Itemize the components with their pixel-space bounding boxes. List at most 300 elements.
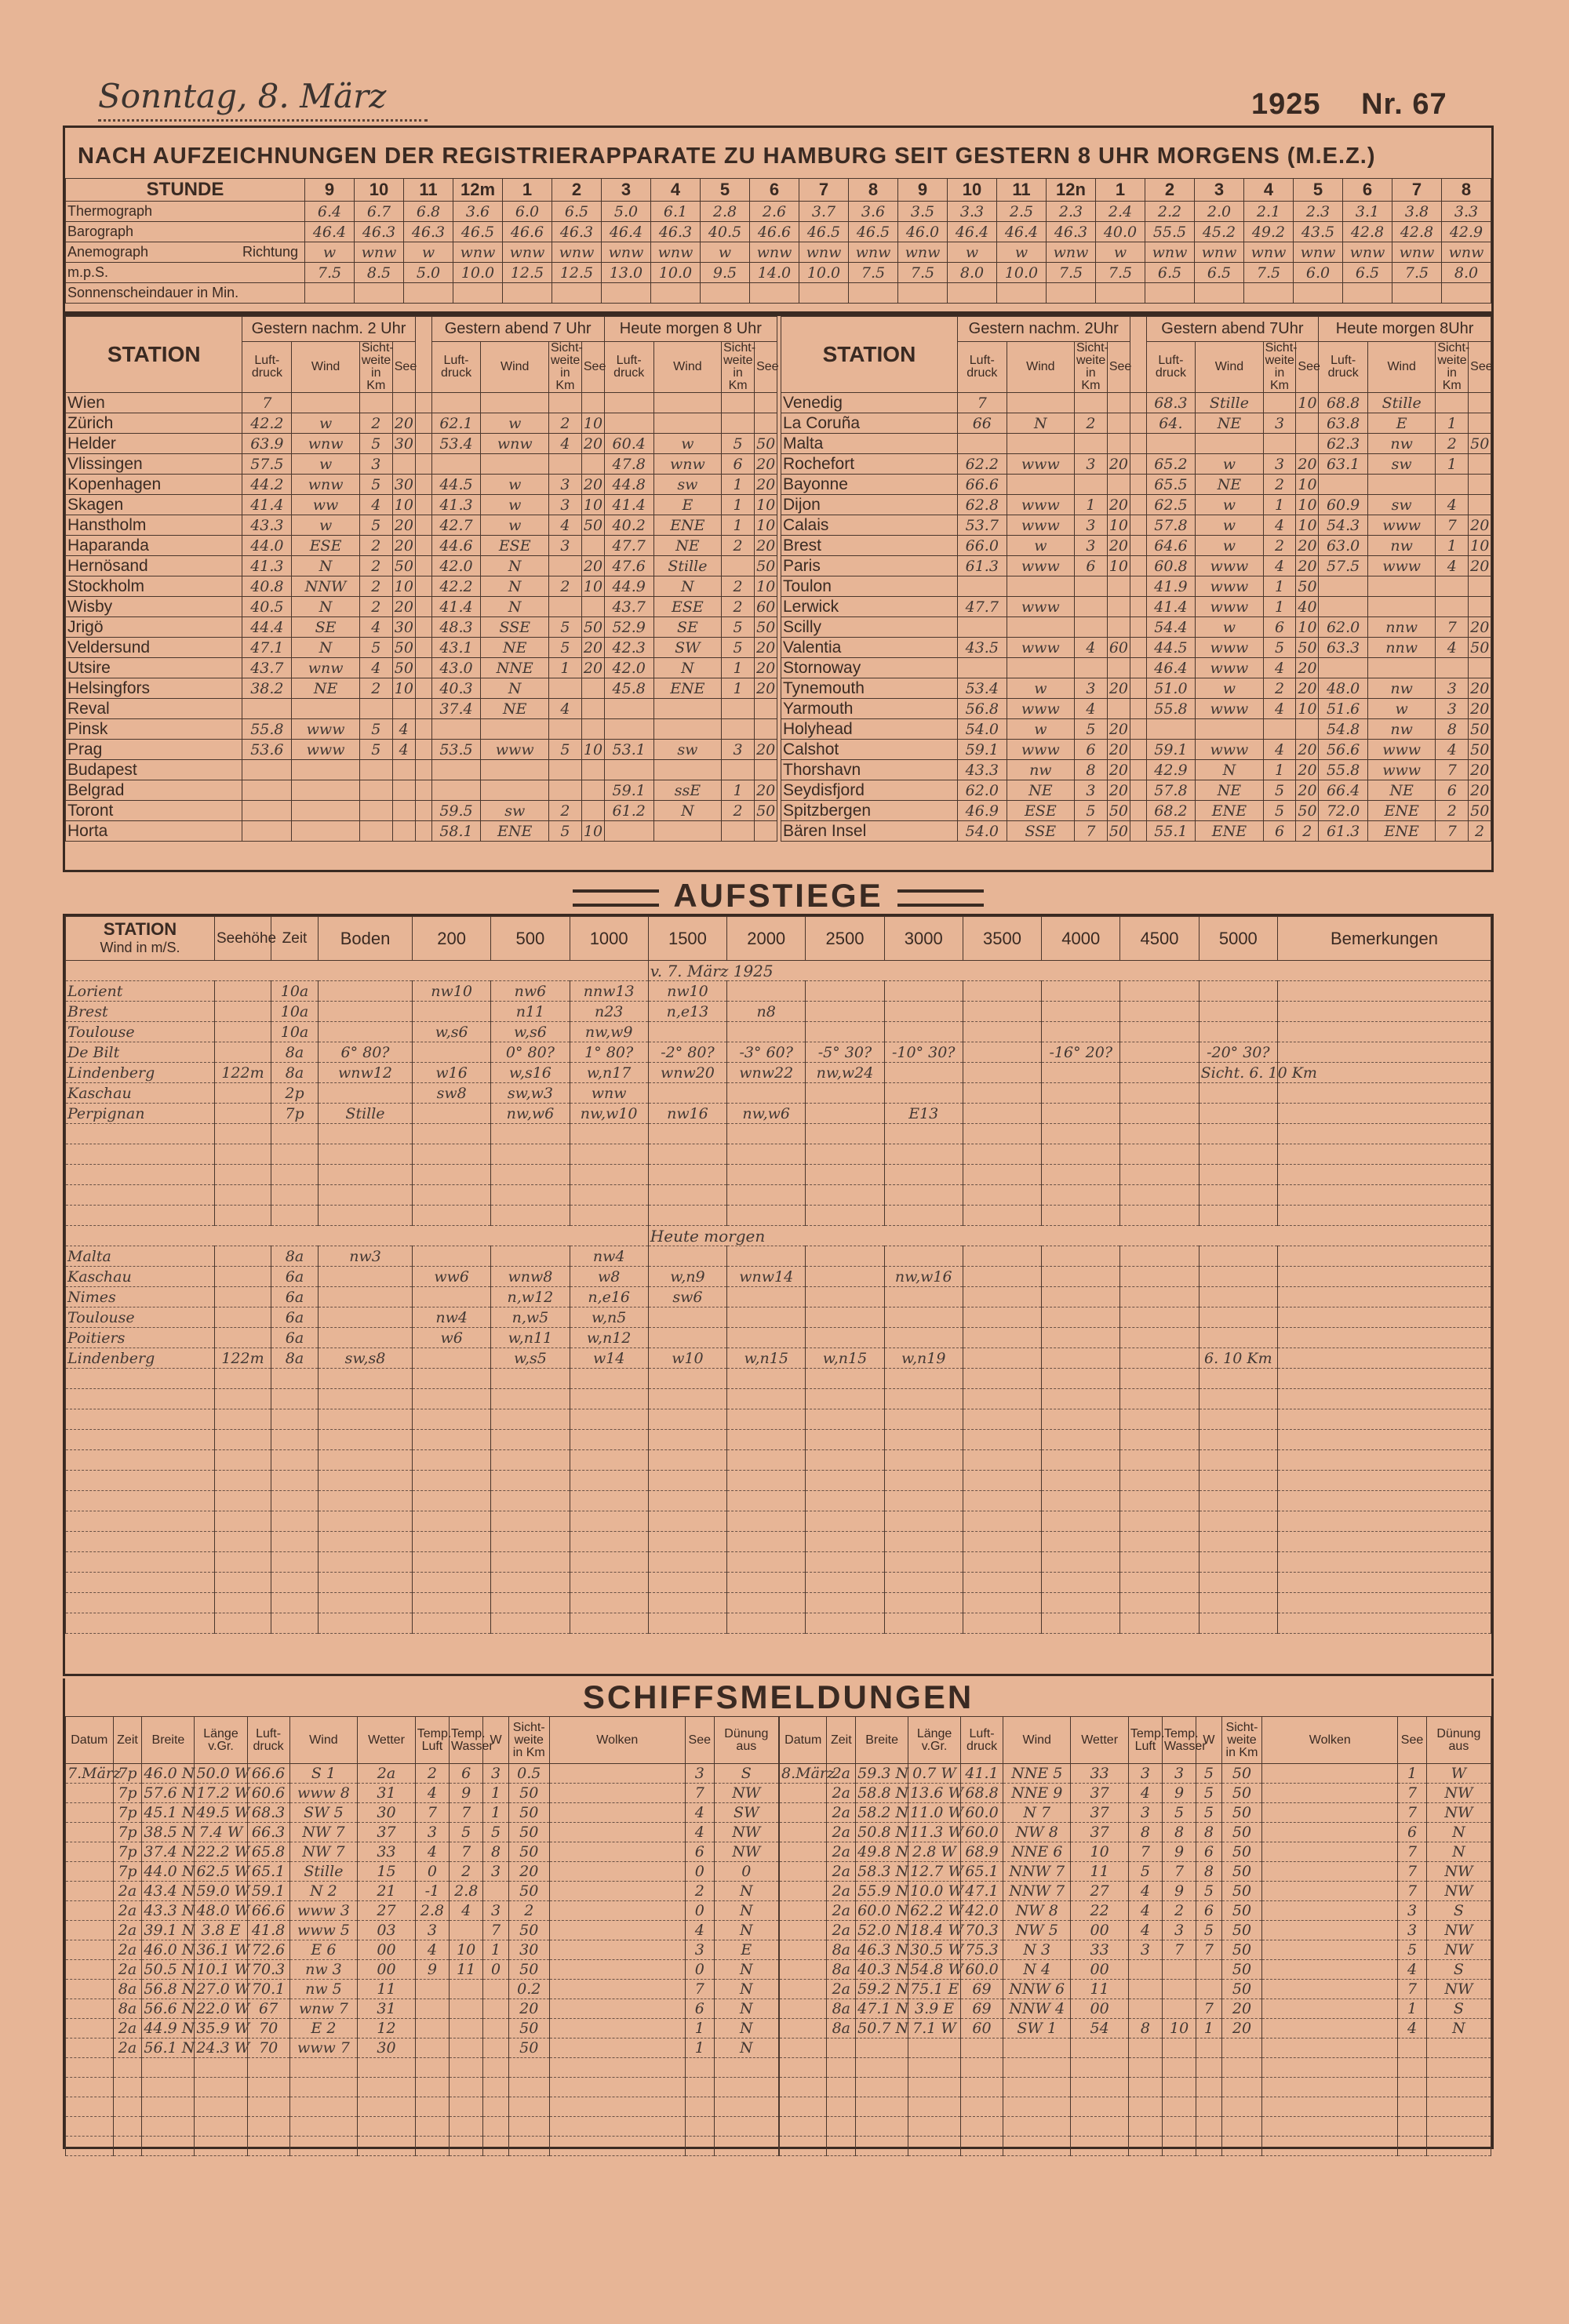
- station-cell: 41.4: [604, 495, 653, 515]
- ship-cell: [1262, 2039, 1398, 2058]
- issue-number: Nr. 67: [1361, 88, 1447, 121]
- station-cell: ESE: [1007, 801, 1074, 821]
- ships-left-panel: [65, 1716, 779, 2156]
- station-cell: 20: [1107, 740, 1130, 760]
- sunshine-row-cell: [1096, 283, 1145, 304]
- aufstiege-cell: 8a: [271, 1246, 319, 1267]
- ship-cell: 54.8 W: [908, 1960, 961, 1980]
- aufstiege-cell: [491, 1185, 570, 1206]
- station-cell: sw: [653, 475, 721, 495]
- aufstiege-cell: [413, 1206, 491, 1226]
- station-row: [66, 515, 777, 536]
- ship-cell: 5: [1196, 1803, 1221, 1823]
- hours-row-cell: 5: [1294, 179, 1343, 202]
- ship-row: [780, 2058, 1491, 2078]
- barograph-row-cell: 46.5: [453, 222, 503, 242]
- station-cell: 66: [957, 413, 1007, 434]
- mps-row-cell: 6.5: [1343, 263, 1392, 283]
- ships-col-header: Länge v.Gr.: [908, 1717, 961, 1764]
- station-cell: 10: [581, 821, 604, 842]
- ship-cell: [1221, 2058, 1262, 2078]
- ship-cell: 50: [1221, 1940, 1262, 1960]
- ship-cell: E 6: [289, 1940, 358, 1960]
- aufstiege-cell: [1278, 1042, 1491, 1063]
- station-cell: [292, 780, 359, 801]
- aufstiege-cell: [570, 1573, 648, 1593]
- station-cell: 63.3: [1319, 638, 1368, 658]
- aufstiege-cell: nw,w16: [884, 1267, 963, 1287]
- hours-row-cell: 3: [602, 179, 651, 202]
- aufstiege-cell: [570, 1389, 648, 1409]
- station-row: [66, 576, 777, 597]
- station-cell: SW: [653, 638, 721, 658]
- station-cell: 2: [722, 536, 755, 556]
- aufstiege-cell: w8: [570, 1267, 648, 1287]
- mps-row-cell: 6.5: [1195, 263, 1244, 283]
- station-row: [781, 699, 1491, 719]
- aufstiege-cell: [215, 1471, 271, 1491]
- ship-row: [780, 2117, 1491, 2137]
- sunshine-row-cell: [701, 283, 750, 304]
- station-cell: 8: [1074, 760, 1107, 780]
- station-cell: 62.0: [957, 780, 1007, 801]
- aufstiege-cell: [727, 1124, 806, 1144]
- ship-row: [66, 1803, 779, 1823]
- station-cell: [581, 780, 604, 801]
- ship-cell: [780, 1960, 827, 1980]
- ships-col-header: Breite: [856, 1717, 908, 1764]
- aufstiege-cell: [648, 1532, 726, 1552]
- ship-cell: 50: [1221, 1960, 1262, 1980]
- station-cell: [755, 719, 777, 740]
- ship-cell: 22.0 W: [195, 1999, 247, 2019]
- station-cell: 50: [755, 434, 777, 454]
- ship-cell: 65.1: [961, 1862, 1003, 1882]
- aufstiege-cell: [491, 1246, 570, 1267]
- hours-row-cell: 6: [750, 179, 799, 202]
- ship-cell: N: [714, 2019, 778, 2039]
- ship-cell: 5: [450, 1823, 483, 1842]
- station-cell: www: [292, 719, 359, 740]
- hours-row-cell: 2: [1145, 179, 1195, 202]
- ships-col-header: Dünung aus: [1426, 1717, 1491, 1764]
- station-cell: 2: [359, 413, 392, 434]
- ship-cell: 8: [1163, 1823, 1196, 1842]
- ship-cell: 50: [1221, 1862, 1262, 1882]
- aufstiege-cell: wnw22: [727, 1063, 806, 1083]
- station-cell: 41.9: [1146, 576, 1196, 597]
- station-cell: [1107, 597, 1130, 617]
- station-cell: 2: [548, 413, 581, 434]
- station-cell: www: [1196, 699, 1263, 719]
- ship-cell: [549, 1784, 685, 1803]
- aufstiege-cell: [963, 1206, 1041, 1226]
- aufstiege-col-level: 500: [491, 917, 570, 961]
- station-cell: [1319, 658, 1368, 678]
- ship-cell: [961, 2097, 1003, 2117]
- richtung-row-sublabel: Richtung: [242, 244, 298, 260]
- aufstiege-cell: [1278, 1430, 1491, 1450]
- ship-cell: [685, 2137, 714, 2156]
- station-cell: N: [481, 678, 548, 699]
- ship-cell: NW: [1426, 1940, 1491, 1960]
- ship-cell: 11.0 W: [908, 1803, 961, 1823]
- station-cell: 51.6: [1319, 699, 1368, 719]
- richtung-row-label: [66, 242, 305, 263]
- aufstiege-cell: [413, 1471, 491, 1491]
- richtung-row-cell: wnw: [1343, 242, 1392, 263]
- station-cell: 62.8: [957, 495, 1007, 515]
- ship-row: [66, 1999, 779, 2019]
- aufstiege-cell: [884, 1185, 963, 1206]
- station-cell: sw: [1368, 495, 1436, 515]
- station-cell: 50: [755, 801, 777, 821]
- ship-cell: [1128, 2058, 1162, 2078]
- station-cell: [392, 760, 415, 780]
- station-cell: 4: [1436, 556, 1469, 576]
- ships-col-header: Luft-druck: [961, 1717, 1003, 1764]
- aufstiege-col-station: [66, 917, 215, 961]
- aufstiege-cell: 6° 80?: [319, 1042, 413, 1063]
- ship-cell: [1163, 2117, 1196, 2137]
- station-cell: [1296, 413, 1319, 434]
- ship-cell: 2a: [827, 1882, 856, 1901]
- ship-cell: [66, 2058, 114, 2078]
- ship-cell: 43.3 N: [142, 1901, 195, 1921]
- station-name: Belgrad: [66, 780, 242, 801]
- station-cell: w: [481, 413, 548, 434]
- station-cell: [653, 413, 721, 434]
- aufstiege-cell: [806, 1328, 884, 1348]
- ship-cell: 33: [358, 1842, 416, 1862]
- ship-cell: [1398, 2058, 1427, 2078]
- ship-cell: [358, 2078, 416, 2097]
- ship-cell: 3.8 E: [195, 1921, 247, 1940]
- aufstiege-cell: [1278, 1206, 1491, 1226]
- aufstiege-cell: [648, 1307, 726, 1328]
- station-name: Calais: [781, 515, 958, 536]
- station-cell: 1: [722, 515, 755, 536]
- ship-cell: 45.1 N: [142, 1803, 195, 1823]
- station-cell: 10: [755, 576, 777, 597]
- aufstiege-cell: [319, 1389, 413, 1409]
- aufstiege-cell: 8a: [271, 1063, 319, 1083]
- richtung-row-cell: w: [997, 242, 1047, 263]
- aufstiege-cell: [570, 1144, 648, 1165]
- aufstiege-cell: [648, 1246, 726, 1267]
- aufstiege-cell: [570, 1532, 648, 1552]
- ship-cell: 70.3: [247, 1960, 289, 1980]
- aufstiege-cell: [319, 1613, 413, 1634]
- ship-cell: [1128, 1999, 1162, 2019]
- ships-right-panel: [779, 1716, 1491, 2156]
- aufstiege-cell: [648, 1552, 726, 1573]
- ship-cell: [780, 2039, 827, 2058]
- ship-cell: [549, 1862, 685, 1882]
- station-cell: 20: [581, 475, 604, 495]
- station-cell: 63.0: [1319, 536, 1368, 556]
- hours-row: [66, 179, 1491, 202]
- aufstiege-cell: [413, 1593, 491, 1613]
- station-cell: N: [653, 801, 721, 821]
- aufstiege-cell: [1120, 1083, 1199, 1104]
- aufstiege-cell: [727, 1471, 806, 1491]
- ship-cell: [685, 2058, 714, 2078]
- station-cell: [481, 760, 548, 780]
- aufstiege-cell: [727, 1593, 806, 1613]
- ships-left-table: [65, 1716, 779, 2156]
- station-cell: 66.0: [957, 536, 1007, 556]
- ships-head-row: [66, 1717, 779, 1764]
- aufstiege-station-name: [66, 1511, 215, 1532]
- station-cell: w: [481, 475, 548, 495]
- station-cell: 44.9: [604, 576, 653, 597]
- aufstiege-cell: [648, 1124, 726, 1144]
- thermograph-row-cell: 2.5: [997, 202, 1047, 222]
- sub-luftdruck: Luft-druck: [957, 342, 1007, 393]
- richtung-row-cell: wnw: [1145, 242, 1195, 263]
- aufstiege-cell: [884, 1083, 963, 1104]
- station-cell: 54.8: [1319, 719, 1368, 740]
- richtung-row-cell: wnw: [453, 242, 503, 263]
- station-cell: [1130, 434, 1146, 454]
- station-cell: 50: [392, 638, 415, 658]
- station-name: Bären Insel: [781, 821, 958, 842]
- aufstiege-cell: [491, 1593, 570, 1613]
- aufstiege-cell: [319, 1287, 413, 1307]
- ship-row: [780, 2097, 1491, 2117]
- aufstiege-station-name: Lindenberg: [66, 1348, 215, 1369]
- ship-cell: [827, 2078, 856, 2097]
- ship-cell: www 7: [289, 2039, 358, 2058]
- ship-cell: [415, 2097, 449, 2117]
- aufstiege-cell: [319, 1185, 413, 1206]
- station-cell: [1007, 393, 1074, 413]
- ship-row: [66, 1960, 779, 1980]
- aufstiege-station-name: Kaschau: [66, 1083, 215, 1104]
- station-row: [66, 434, 777, 454]
- aufstiege-station-name: [66, 1613, 215, 1634]
- aufstiege-cell: [319, 1511, 413, 1532]
- ship-cell: 75.3: [961, 1940, 1003, 1960]
- ship-cell: NNE 6: [1003, 1842, 1071, 1862]
- station-cell: [242, 699, 292, 719]
- aufstiege-cell: [215, 1369, 271, 1389]
- thermograph-row-cell: 3.7: [799, 202, 849, 222]
- aufstiege-row: [66, 1002, 1491, 1022]
- aufstiege-cell: nw6: [491, 981, 570, 1002]
- station-name: Prag: [66, 740, 242, 760]
- aufstiege-cell: [1120, 1002, 1199, 1022]
- station-cell: w: [1196, 515, 1263, 536]
- aufstiege-title: [63, 877, 1494, 915]
- aufstiege-cell: [319, 1165, 413, 1185]
- aufstiege-cell: [1199, 1165, 1277, 1185]
- station-cell: 40: [1296, 597, 1319, 617]
- ship-cell: 37.4 N: [142, 1842, 195, 1862]
- aufstiege-cell: [1278, 1369, 1491, 1389]
- station-name: Venedig: [781, 393, 958, 413]
- ship-cell: 7.4 W: [195, 1823, 247, 1842]
- station-cell: 2: [722, 801, 755, 821]
- ships-col-header: See: [1398, 1717, 1427, 1764]
- ship-cell: 10.0 W: [908, 1882, 961, 1901]
- aufstiege-cell: [1199, 1593, 1277, 1613]
- station-cell: 61.2: [604, 801, 653, 821]
- station-name: La Coruña: [781, 413, 958, 434]
- station-cell: [359, 801, 392, 821]
- aufstiege-cell: [884, 1573, 963, 1593]
- aufstiege-cell: [215, 981, 271, 1002]
- aufstiege-cell: nw,w24: [806, 1063, 884, 1083]
- ship-cell: [856, 2039, 908, 2058]
- ship-cell: 31: [358, 1784, 416, 1803]
- aufstiege-cell: [1120, 1369, 1199, 1389]
- station-name: Rochefort: [781, 454, 958, 475]
- ship-cell: 37: [358, 1823, 416, 1842]
- ship-cell: [195, 2097, 247, 2117]
- station-cell: 53.4: [431, 434, 481, 454]
- ship-cell: 7: [450, 1842, 483, 1862]
- station-cell: [548, 454, 581, 475]
- aufstiege-cell: 6a: [271, 1328, 319, 1348]
- station-cell: [415, 413, 431, 434]
- ship-row: [66, 1862, 779, 1882]
- ship-row: [780, 1764, 1491, 1784]
- station-cell: www: [1368, 740, 1436, 760]
- station-cell: ENE: [481, 821, 548, 842]
- richtung-row-cell: wnw: [1195, 242, 1244, 263]
- thermograph-row-label: Thermograph: [66, 202, 305, 222]
- ship-cell: [1128, 1980, 1162, 1999]
- sunshine-row-cell: [1343, 283, 1392, 304]
- station-cell: [1368, 658, 1436, 678]
- aufstiege-row: [66, 1613, 1491, 1634]
- station-cell: 50: [1296, 576, 1319, 597]
- aufstiege-cell: w,s6: [491, 1022, 570, 1042]
- aufstiege-cell: 0° 80?: [491, 1042, 570, 1063]
- aufstiege-cell: [1199, 1389, 1277, 1409]
- aufstiege-cell: [806, 1389, 884, 1409]
- thermograph-row-cell: 6.7: [355, 202, 404, 222]
- aufstiege-cell: [215, 1124, 271, 1144]
- ship-cell: [714, 2078, 778, 2097]
- aufstiege-col-level: 2000: [727, 917, 806, 961]
- ship-cell: [685, 2097, 714, 2117]
- hours-row-cell: 1: [1096, 179, 1145, 202]
- station-cell: w: [1368, 699, 1436, 719]
- ship-cell: NW: [1426, 1862, 1491, 1882]
- ship-cell: 38.5 N: [142, 1823, 195, 1842]
- station-cell: [722, 699, 755, 719]
- station-cell: N: [1196, 760, 1263, 780]
- station-cell: NE: [1196, 413, 1263, 434]
- ship-cell: [483, 2137, 508, 2156]
- ship-cell: [415, 2039, 449, 2058]
- ship-cell: NW 5: [1003, 1921, 1071, 1940]
- station-cell: 55.8: [1319, 760, 1368, 780]
- sunshine-row-cell: [651, 283, 701, 304]
- station-cell: [722, 821, 755, 842]
- ship-cell: [142, 2137, 195, 2156]
- station-cell: 2: [1263, 475, 1296, 495]
- station-cell: [1196, 719, 1263, 740]
- ship-cell: [908, 2078, 961, 2097]
- ship-cell: [1262, 1980, 1398, 1999]
- station-cell: 65.2: [1146, 454, 1196, 475]
- ship-cell: 7: [1398, 1784, 1427, 1803]
- ship-cell: 60.0 N: [856, 1901, 908, 1921]
- ship-cell: 2: [450, 1862, 483, 1882]
- station-cell: 57.5: [242, 454, 292, 475]
- ship-cell: [780, 2097, 827, 2117]
- station-cell: 5: [548, 740, 581, 760]
- thermograph-row-cell: 3.1: [1343, 202, 1392, 222]
- station-cell: 68.3: [1146, 393, 1196, 413]
- station-cell: 66.4: [1319, 780, 1368, 801]
- station-cell: [722, 719, 755, 740]
- aufstiege-cell: [963, 1532, 1041, 1552]
- aufstiege-cell: 7p: [271, 1104, 319, 1124]
- ship-cell: 1: [685, 2039, 714, 2058]
- thermograph-row-cell: 3.3: [1442, 202, 1491, 222]
- barograph-row-cell: 46.4: [602, 222, 651, 242]
- ship-cell: 47.1 N: [856, 1999, 908, 2019]
- aufstiege-cell: [1042, 1389, 1120, 1409]
- thermograph-row-cell: 2.0: [1195, 202, 1244, 222]
- ship-cell: [1071, 2078, 1128, 2097]
- thermograph-row-cell: 2.3: [1294, 202, 1343, 222]
- mps-row-cell: 10.0: [453, 263, 503, 283]
- aufstiege-cell: [806, 1369, 884, 1389]
- station-row: [781, 780, 1491, 801]
- richtung-row-cell: wnw: [1244, 242, 1294, 263]
- aufstiege-cell: w16: [413, 1063, 491, 1083]
- aufstiege-cell: [413, 1165, 491, 1185]
- aufstiege-cell: [1120, 1144, 1199, 1165]
- ship-cell: [483, 2039, 508, 2058]
- aufstiege-cell: nw16: [648, 1104, 726, 1124]
- station-cell: [653, 699, 721, 719]
- station-name: Spitzbergen: [781, 801, 958, 821]
- station-cell: 20: [1296, 740, 1319, 760]
- station-row: [781, 556, 1491, 576]
- ship-cell: 10: [1163, 2019, 1196, 2039]
- station-cell: 20: [1296, 536, 1319, 556]
- station-cell: [1469, 658, 1491, 678]
- aufstiege-cell: [271, 1206, 319, 1226]
- aufstiege-cell: [1042, 1307, 1120, 1328]
- station-cell: 20: [1296, 780, 1319, 801]
- aufstiege-cell: [271, 1389, 319, 1409]
- ship-cell: 2: [415, 1764, 449, 1784]
- aufstiege-cell: [1278, 1307, 1491, 1328]
- ships-col-header: Dünung aus: [714, 1717, 778, 1764]
- station-cell: 2: [1263, 536, 1296, 556]
- ship-cell: [1196, 1980, 1221, 1999]
- date-text: Sonntag, 8. März: [98, 77, 387, 115]
- registration-records-box: [63, 125, 1494, 314]
- station-cell: 4: [548, 699, 581, 719]
- station-cell: SE: [653, 617, 721, 638]
- sunshine-row-cell: [898, 283, 948, 304]
- station-cell: 51.0: [1146, 678, 1196, 699]
- aufstiege-cell: [319, 1124, 413, 1144]
- ship-cell: 7: [415, 1803, 449, 1823]
- ship-cell: [1221, 2078, 1262, 2097]
- station-row: [781, 495, 1491, 515]
- aufstiege-table: [65, 916, 1491, 1634]
